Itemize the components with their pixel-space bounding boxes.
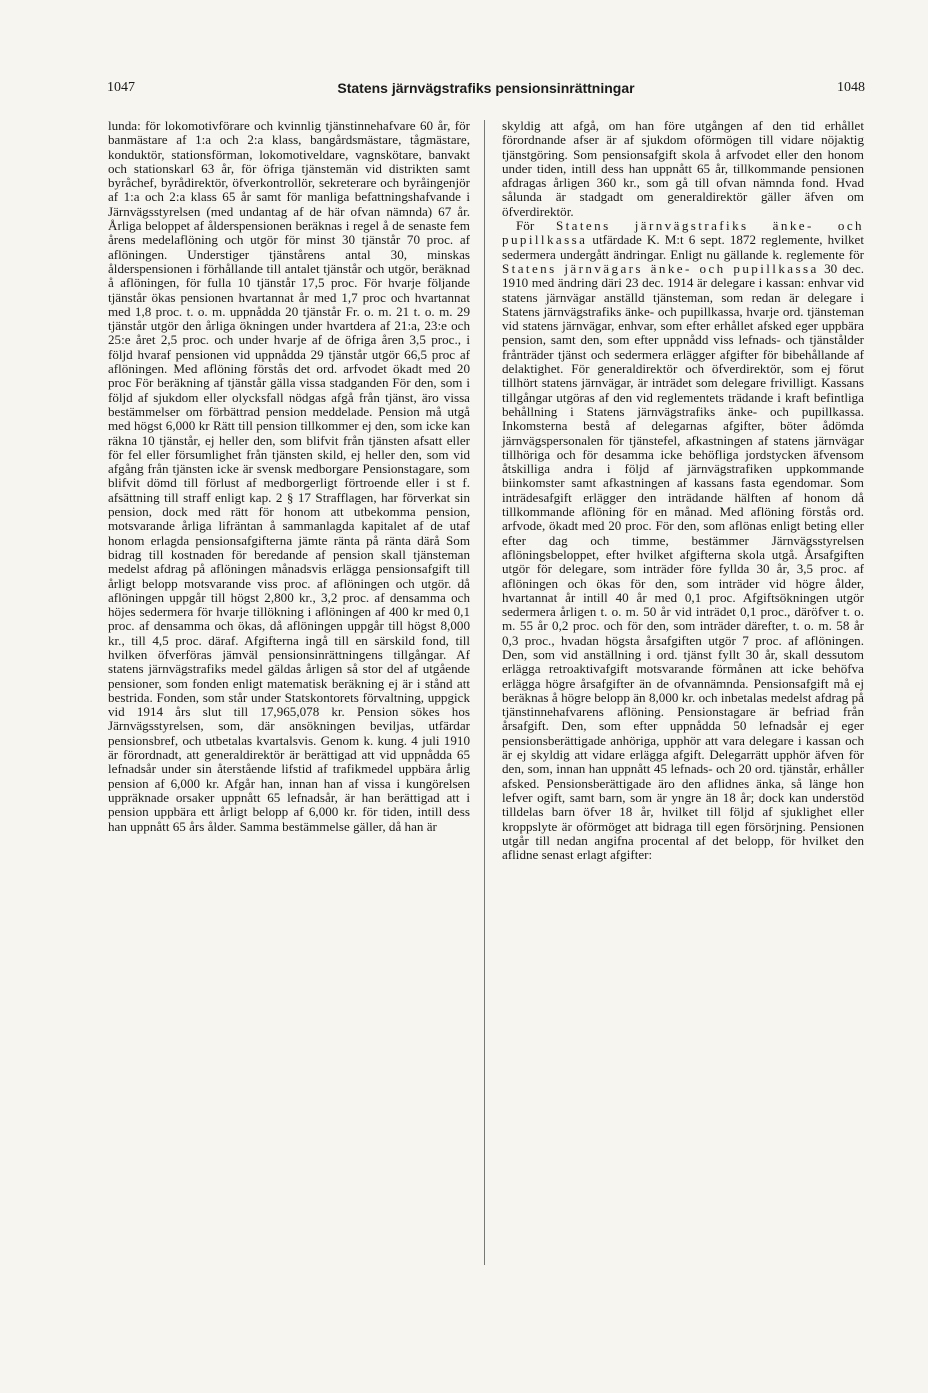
fund-name-1: Statens järnvägstrafiks änke- och pupillkassa	[502, 218, 864, 248]
right-column	[502, 119, 864, 862]
page-number-right: 1048	[837, 80, 865, 95]
page-number-left: 1047	[107, 80, 135, 95]
column-divider	[484, 120, 485, 1265]
page-header	[107, 80, 865, 100]
p2-lead: För	[516, 218, 535, 234]
running-title: Statens järnvägstrafiks pensionsinrättningar	[337, 80, 635, 96]
right-paragraph-1: skyldig att afgå, om han före utgången af den tid erhållet förordnande afser är af sjukdom oförmögen till vidare nöjaktig tjänstgöring. Som pensionsafgift skola å arfvodet eller den honom under tiden, intill dess han uppnått 65 år, tillkommande pensionen afdragas årligen 360 kr., som gå till ofvan nämnda fond. Hvad sålunda är stadgadt om generaldirektör gäller äfven om öfverdirektör.	[502, 118, 864, 219]
right-paragraph-2	[502, 219, 864, 862]
p2-mid: utfärdade K. M:t 6 sept. 1872 reglemente, hvilket sedermera undergått ändringar. Enligt nu gällande k. reglemente för	[502, 232, 864, 262]
left-column	[108, 119, 470, 834]
left-paragraph: lunda: för lokomotivförare och kvinnlig tjänstinnehafvare 60 år, för banmästare af 1:a och 2:a klass, bangårdsmästare, tågmästare, konduktör, stationsförman, lokomotiveldare, vagnskötare, banvakt och stationskarl 63 år, för öfriga tjänstemän vid distrikten samt byråchef, byrådirektör, öfverkontrollör, sekreterare och byråingenjör af 1:a och 2:a klass 65 år samt för manliga befattningshafvande i Järnvägsstyrelsen (med undantag af de här ofvan nämnda) 67 år. Årliga beloppet af ålderspensionen beräknas i regel å de senaste fem årens medelaflöning och utgör för minst 30 tjänstår 70 proc. af aflöningen. Understiger tjänstårens antal 30, minskas ålderspensionen i förhållande till antalet tjänstår och utgör, beräknad å aflöningen, för fulla 10 tjänstår 17,5 proc. För hvarje följande tjänstår ökas pensionen hvartannat år med 1,7 proc och hvartannat med 1,8 proc. t. o. m. uppnådda 20 tjänstår Fr. o. m. 21 t. o. m. 29 tjänstår utgör den årliga ökningen under hvartdera af 21:a, 23:e och 25:e året 2,5 proc. och under hvarje af de öfriga åren 3,5 proc., i följd hvaraf pensionen vid uppnådda 29 tjänstår utgör 66,5 proc af aflöningen. Med aflöning förstås det ord. arfvodet ökadt med 20 proc För beräkning af tjänstår gälla vissa stadganden För den, som i följd af sjukdom eller olycksfall nödgas afgå från tjänst, äro vissa bestämmelser om förbättrad pension meddelade. Pension må utgå med högst 6,000 kr Rätt till pension tillkommer ej den, som icke kan räkna 10 tjänstår, ej heller den, som blifvit från tjänsten afsatt eller för fel eller försumlighet från tjänsten skild, ej heller den, som vid afgång från tjänsten icke är svensk medborgare Pensionstagare, som blifvit dömd till förlust af medborgerligt förtroende eller i st f. afsättning till straff enligt kap. 2 § 17 Strafflagen, har förverkat sin pension, dock med rätt för honom att utbekomma pension, motsvarande årliga lifräntan å sammanlagda kapitalet af de utaf honom erlagda pensionsafgifterna jämte ränta på ränta därå Som bidrag till kostnaden för beredande af pension skall tjänsteman medelst afdrag på aflöningen månadsvis erlägga pensionsafgift till årligt belopp motsvarande viss proc. af aflöningen och utgör. då aflöningen uppgår till högst 2,800 kr., 3,2 proc. af densamma och höjes sedermera för hvarje tillökning i aflöningen af 400 kr med 0,1 proc. af densamma och ökas, då aflöningen uppgår till högst 8,000 kr., till 4,5 proc. däraf. Afgifterna ingå till en särskild fond, till hvilken öfverföras jämväl pensionsinrättningens tillgångar. Af statens järnvägstrafiks medel gäldas årligen så stor del af utgående pensioner, som fonden enligt matematisk beräkning ej är i stånd att bestrida. Fonden, som står under Statskontorets förvaltning, uppgick vid 1914 års slut till 17,965,078 kr. Pension sökes hos Järnvägsstyrelsen, som, där ansökningen beviljas, utfärdar pensionsbref, och utbetalas kvartalsvis. Genom k. kung. 4 juli 1910 är förordnadt, att generaldirektör är berättigad att vid uppnådda 65 lefnadsår under sin återstående lifstid af trafikmedel uppbära årlig pension af 6,000 kr. Afgår han, innan han af vissa i kungörelsen uppräknade orsaker uppnått 65 lefnadsår, är han berättigad att i pension uppbära ett årligt belopp af 6,000 kr. för tiden, intill dess han uppnått 65 års ålder. Samma bestämmelse gäller, då han är	[108, 118, 470, 834]
fund-name-2: Statens järnvägars änke- och pupillkassa	[502, 260, 819, 276]
p2-rest: 30 dec. 1910 med ändring däri 23 dec. 1914 är delegare i kassan: enhvar vid statens järnvägar anställd tjänsteman, som redan är delegare i Statens järnvägstrafiks änke- och pupillkassa, hvarje ord. tjänsteman vid statens järnvägar, enhvar, som efter erhållet afsked eger uppbära pension, samt den, som efter uppnådd viss lefnads- och tjänstålder frånträder tjänst och sedermera erlägger afgifter för bibehållande af delaktighet. För generaldirektör och öfverdirektör, som ej förut tillhört statens järnvägar, är inträdet som delegare frivilligt. Kassans tillgångar utgöras af den vid reglementets trädande i kraft befintliga behållning i Statens järnvägstrafiks änke- och pupillkassa. Inkomsterna bestå af delegarnas afgifter, böter ådömda järnvägspersonalen för tjänstefel, afkastningen af statens järnvägar tillhöriga och för desamma icke behöfliga jordstycken äfvensom åtskilliga andra i följd af järnvägstrafiken uppkommande biinkomster samt afkastningen af kassans fasta egendomar. Som inträdesafgift erlägger den inträdande hälften af honom då tillkommande aflöning för en månad. Med aflöning förstås ord. arfvode, ökadt med 20 proc. För den, som aflönas enligt beting eller efter dag och timme, bestämmer Järnvägsstyrelsen aflöningsbeloppet, efter hvilket afgifterna skola utgå. Årsafgiften utgör för delegare, som inträder före fyllda 30 år, 3,5 proc. af aflöningen och ökas för den, som inträder vid högre ålder, hvartannat år intill 40 år med 0,1 proc. Afgiftsökningen utgör sedermera årligen t. o. m. 50 år vid inträdet 0,1 proc., däröfver t. o. m. 55 år 0,2 proc. och för den, som inträder därefter, t. o. m. 58 år 0,3 proc., hvadan högsta årsafgiften utgör 7 proc. af aflöningen. Den, som vid anställning i ord. tjänst fyllt 30 år, skall dessutom erlägga retroaktivafgift motsvarande förmånen att icke behöfva erlägga högre årsafgifter än de ofvannämnda. Pensionsafgift må ej beräknas å högre belopp än 8,000 kr. och inbetalas medelst afdrag på tjänstinnehafvarens aflöning. Pensionstagare är befriad från årsafgift. Den, som efter uppnådda 50 lefnadsår ej eger pensionsberättigade anhöriga, upphör att vara delegare i kassan och är ej skyldig att vidare erlägga afgift. Delegarrätt upphör äfven för den, som, innan han uppnått 45 lefnads- och 20 ord. tjänstår, erhåller afsked. Pensionsberättigade äro den aflidnes änka, så länge hon lefver ogift, samt barn, som är yngre än 18 år; dock kan understöd tilldelas barn öfver 18 år, hvilket till följd af sjuklighet eller kroppslyte är oförmöget att bidraga till egen försörjning. Pensionen utgår till nedan angifna procental af det belopp, för hvilket den aflidne senast erlagt afgifter:	[502, 260, 864, 863]
